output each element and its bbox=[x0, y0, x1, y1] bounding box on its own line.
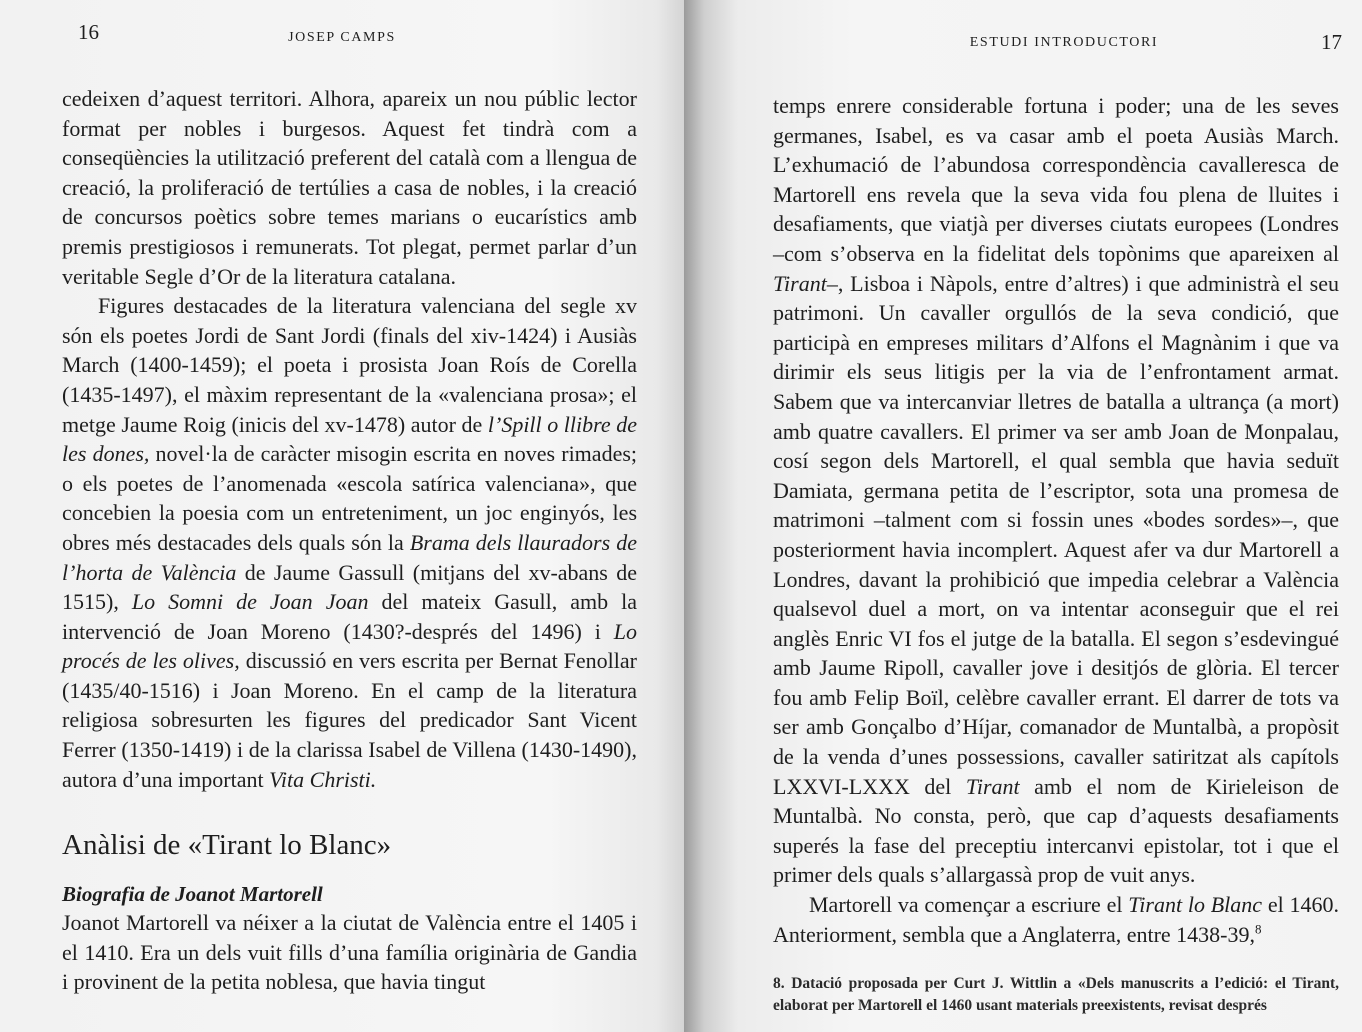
left-page-number: 16 bbox=[78, 20, 99, 44]
work-title-somni: Lo Somni de Joan Joan bbox=[131, 589, 369, 615]
left-paragraph-2 bbox=[62, 291, 637, 794]
text-run: Figures destacades de la literatura valenciana del segle xv són els poetes Jordi de Sant Jordi (finals del xiv-1424) i Ausiàs March (1400-1459); el poeta i prosista Joan Roís de Corella (1435-1497), el màxim representant de la «valenciana prosa»; el metge Jaume Roig (inicis del xv-1478) autor de bbox=[62, 293, 637, 437]
right-paragraph-2 bbox=[773, 890, 1339, 949]
right-running-head: ESTUDI INTRODUCTORI bbox=[969, 35, 1159, 50]
text-run: discussió en vers escrita per Bernat Fenollar (1435/40-1516) i Joan Moreno. En el camp de la literatura religiosa sobresurten les figures del predicador Sant Vicent Ferrer (1350-1419) i de la clarissa Isabel de Villena (1430-1490), autora d’una important bbox=[62, 648, 637, 792]
text-run: Martorell va començar a escriure el bbox=[809, 892, 1129, 918]
subheading: Biografia de Joanot Martorell bbox=[62, 882, 323, 907]
work-title-tirant-lo-blanc: Tirant lo Blanc bbox=[1128, 892, 1263, 918]
left-paragraph-3: Joanot Martorell va néixer a la ciutat de València entre el 1405 i el 1410. Era un dels vuit fills d’una família originària de Gandia i provinent de la petita noblesa, que havia tingut bbox=[62, 910, 637, 995]
work-title-vita-christi: Vita Christi. bbox=[269, 766, 377, 792]
text-run: el 1460. Anteriorment, sembla que a Anglaterra, entre 1438-39, bbox=[773, 892, 1339, 947]
work-title-proces: Lo procés de les olives, bbox=[62, 618, 637, 674]
section-heading: Anàlisi de «Tirant lo Blanc» bbox=[62, 829, 392, 862]
left-text-block bbox=[62, 84, 637, 997]
work-title-brama: Brama dels llauradors de l’horta de València bbox=[62, 529, 638, 585]
right-text-block bbox=[773, 91, 1339, 1017]
footnote-separator bbox=[773, 949, 1339, 973]
text-run: del mateix Gasull, amb la intervenció de Joan Moreno (1430?-després del 1496) i bbox=[62, 589, 638, 644]
right-paragraph-1 bbox=[773, 91, 1339, 890]
text-run: temps enrere considerable fortuna i poder; una de les seves germanes, Isabel, es va casar amb el poeta Ausiàs March. L’exhumació de l’abundosa correspondència cavalleresca de Martorell ens revela que la seva vida fou plena de lluites i desafiaments, que viatjà per diverses ciutats europees (Londres –com s’observa en la fidelitat dels topònims que apareixen al bbox=[773, 93, 1339, 266]
work-title-tirant: Tirant bbox=[773, 270, 827, 296]
text-run: novel·la de caràcter misogin escrita en noves rimades; o els poetes de l’anomenada «escola satírica valenciana», que concebien la poesia com un entreteniment, un joc enginyós, les obres més destacades dels quals són la bbox=[62, 441, 638, 555]
footnote: 8. Datació proposada per Curt J. Wittlin a «Dels manuscrits a l’edició: el Tirant, elaborat per Martorell el 1460 usant materials preexistents, revisat després bbox=[773, 975, 1339, 1015]
right-page bbox=[684, 0, 1362, 1032]
right-page-number: 17 bbox=[1321, 30, 1342, 54]
work-title-tirant: Tirant bbox=[965, 773, 1020, 799]
left-running-head: JOSEP CAMPS bbox=[288, 30, 396, 45]
work-title-spill: l’Spill o llibre de les dones, bbox=[62, 411, 638, 467]
left-paragraph-1: cedeixen d’aquest territori. Alhora, apareix un nou públic lector format per nobles i burgesos. Aquest fet tindrà com a conseqüències la utilització preferent del català com a llengua de creació, la proliferació de tertúlies a casa de nobles, i la creació de concursos poètics sobre temes marians o eucarístics amb premis prestigiosos i remunerats. Tot plegat, permet parlar d’un veritable Segle d’Or de la literatura catalana. bbox=[62, 86, 637, 289]
text-run: –, Lisboa i Nàpols, entre d’altres) i que administrà el seu patrimoni. Un cavaller orgullós de la seva condició, que participà en empreses militars d’Alfons el Magnànim i que va dirimir els seus litigis per la via de l’enfrontament armat. Sabem que va intercanviar lletres de batalla a ultrança (a mort) amb quatre cavallers. El primer va ser amb Joan de Monpalau, cosí segon dels Martorell, el qual sembla que havia seduït Damiata, germana petita de l’escriptor, sota una promesa de matrimoni –talment com si fossin unes «bodes sordes»–, que posteriorment havia incomplert. Aquest afer va dur Martorell a Londres, davant la prohibició que impedia celebrar a València qualsevol duel a mort, on va intentar aconseguir que el rei anglès Enric VI fos el jutge de la batalla. El segon s’esdevingué amb Jaume Ripoll, cavaller jove i desitjós de glòria. El tercer fou amb Felip Boïl, celèbre cavaller errant. El darrer de tots va ser amb Gonçalbo d’Híjar, comanador de Muntalbà, a propòsit de la venda d’unes possessions, cavaller satiritzat als capítols LXXVI-LXXX del bbox=[773, 270, 1339, 799]
text-run: de Jaume Gassull (mitjans del xv-abans de 1515), bbox=[62, 559, 637, 615]
footnote-reference: 8 bbox=[1255, 921, 1262, 937]
text-run: amb el nom de Kirieleison de Muntalbà. No consta, però, que cap d’aquests desafiaments superés la fase del preceptiu intercanvi epistolar, tot i que el primer dels quals s’allargassà prop de vuit anys. bbox=[773, 773, 1339, 888]
